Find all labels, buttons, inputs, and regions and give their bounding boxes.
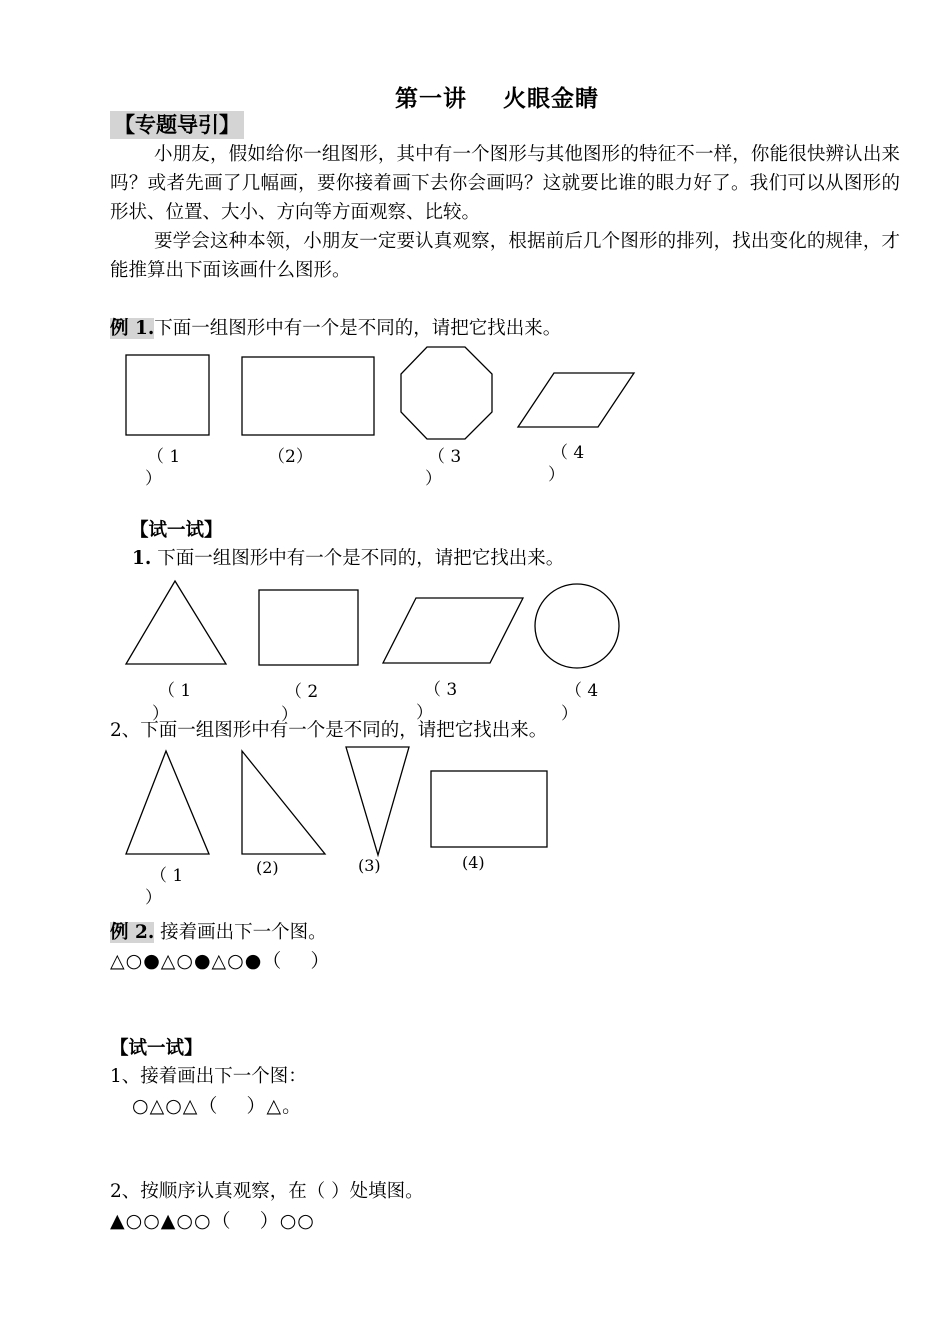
- try-heading-2: 【试一试】: [110, 1038, 203, 1059]
- try1-caption-1-close: ）: [152, 704, 169, 724]
- example-2-sequence: △○●△○●△○●（ ）: [110, 950, 331, 972]
- ex1-caption-2: （2）: [268, 447, 313, 467]
- try2-q1-sequence: ○△○△（ ）△。: [132, 1095, 303, 1117]
- example-2-text: 接着画出下一个图。: [160, 922, 327, 943]
- try1-rectangle: [259, 590, 358, 665]
- try1-q1-number: 1.: [132, 548, 152, 569]
- ex1-caption-4-close: ）: [548, 465, 565, 485]
- ex1-rectangle: [242, 357, 374, 435]
- intro-paragraph-1: 小朋友，假如给你一组图形，其中有一个图形与其他图形的特征不一样，你能很快辨认出来吗？或者先画了几幅画，要你接着画下去你会画吗？这就要比谁的眼力好了。我们可以从图形的形状、位置、大小、方向等方面观察、比较。: [110, 144, 900, 223]
- intro-paragraph-2: 要学会这种本领，小朋友一定要认真观察，根据前后几个图形的排列，找出变化的规律，才能推算出下面该画什么图形。: [110, 231, 900, 281]
- try2-q2-sequence: ▲○○▲○○（ ）○○: [110, 1210, 315, 1232]
- try1-q2-caption-1: （ 1: [150, 866, 184, 886]
- try1-q2-inverted-triangle: [346, 747, 409, 855]
- try1-q2-caption-3: (3): [358, 856, 381, 875]
- try2-q1-text: 1、接着画出下一个图：: [110, 1066, 307, 1087]
- ex1-parallelogram: [518, 373, 634, 427]
- try1-caption-3-close: ）: [416, 703, 433, 723]
- try-heading-1: 【试一试】: [130, 520, 223, 541]
- try1-triangle: [126, 581, 226, 664]
- page-title: 第一讲 火眼金睛: [395, 85, 600, 112]
- try1-q2-triangle: [126, 751, 209, 854]
- ex1-caption-4: （ 4: [551, 443, 585, 463]
- section-heading-intro: 【专题导引】: [110, 111, 244, 139]
- ex1-caption-1: （ 1: [147, 447, 181, 467]
- try1-caption-4: （ 4: [565, 681, 599, 701]
- try1-q2-caption-2: (2): [256, 858, 279, 877]
- try1-caption-1: （ 1: [158, 681, 192, 701]
- try1-caption-4-close: ）: [561, 704, 578, 724]
- try1-q2-right-triangle: [242, 751, 325, 854]
- try1-q2-rectangle: [431, 771, 547, 847]
- try1-q2-caption-4: (4): [462, 853, 485, 872]
- ex1-caption-3-close: ）: [425, 469, 442, 489]
- try2-q2-text: 2、按顺序认真观察，在（ ）处填图。: [110, 1181, 424, 1202]
- example-1-text: 下面一组图形中有一个是不同的，请把它找出来。: [154, 318, 562, 339]
- ex1-caption-3: （ 3: [428, 447, 462, 467]
- try1-circle: [535, 584, 619, 668]
- try1-caption-2-close: ）: [281, 705, 298, 725]
- example-1-label: 例 1.: [110, 318, 155, 339]
- example-2-label: 例 2.: [110, 922, 155, 943]
- try1-parallelogram: [383, 598, 523, 663]
- try1-q2-text: 2、下面一组图形中有一个是不同的，请把它找出来。: [110, 720, 548, 741]
- try1-q1-text: 下面一组图形中有一个是不同的，请把它找出来。: [157, 548, 565, 569]
- try1-caption-3: （ 3: [424, 680, 458, 700]
- try1-q2-caption-1-close: ）: [145, 888, 162, 908]
- try1-caption-2: （ 2: [285, 682, 319, 702]
- ex1-square: [126, 355, 209, 435]
- ex1-octagon: [401, 347, 492, 439]
- ex1-caption-1-close: ）: [145, 469, 162, 489]
